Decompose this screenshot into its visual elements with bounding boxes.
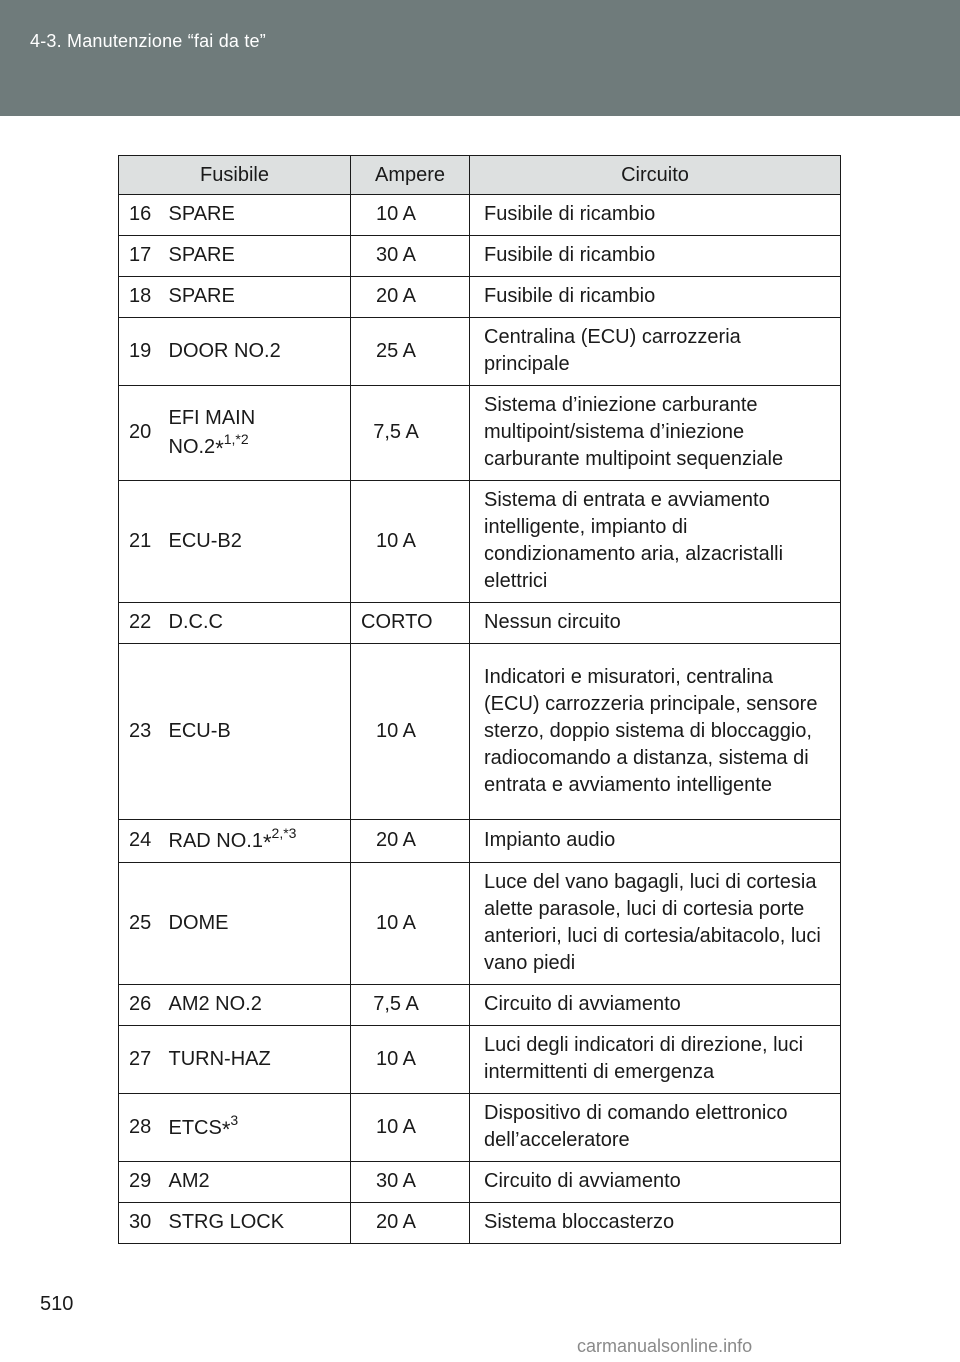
table-row xyxy=(119,603,841,644)
fuse-number: 21 xyxy=(119,481,165,603)
header-fuse: Fusibile xyxy=(119,156,351,195)
fuse-ampere: 10 A xyxy=(351,481,470,603)
footnote-marker: 2,*3 xyxy=(271,825,297,841)
fuse-name: SPARE xyxy=(165,236,351,277)
table-row xyxy=(119,195,841,236)
footnote-asterisk: * xyxy=(215,435,224,461)
fuse-ampere: 7,5 A xyxy=(351,985,470,1026)
fuse-ampere: 10 A xyxy=(351,1094,470,1162)
table-row xyxy=(119,236,841,277)
table-row xyxy=(119,1203,841,1244)
header-circuit: Circuito xyxy=(470,156,841,195)
fuse-circuit: Fusibile di ricambio xyxy=(470,236,841,277)
fuse-number: 25 xyxy=(119,863,165,985)
table-row xyxy=(119,644,841,820)
fuse-circuit: Luci degli indicatori di direzione, luci intermittenti di emergenza xyxy=(470,1026,841,1094)
fuse-circuit: Fusibile di ricambio xyxy=(470,195,841,236)
fuse-circuit: Dispositivo di comando elettronico dell’acceleratore xyxy=(470,1094,841,1162)
fuse-name: D.C.C xyxy=(165,603,351,644)
fuse-number: 28 xyxy=(119,1094,165,1162)
fuse-ampere: 25 A xyxy=(351,318,470,386)
table-row xyxy=(119,318,841,386)
fuse-name-cell xyxy=(165,820,351,863)
fuse-circuit: Impianto audio xyxy=(470,820,841,863)
fuse-number: 27 xyxy=(119,1026,165,1094)
fuse-circuit: Nessun circuito xyxy=(470,603,841,644)
fuse-ampere: 30 A xyxy=(351,236,470,277)
fuse-name: AM2 xyxy=(165,1162,351,1203)
fuse-ampere: 20 A xyxy=(351,820,470,863)
fuse-ampere: 10 A xyxy=(351,863,470,985)
table-row xyxy=(119,1026,841,1094)
table-row xyxy=(119,863,841,985)
fuse-table xyxy=(118,155,841,1244)
footnote-asterisk: * xyxy=(262,830,272,855)
fuse-name: DOOR NO.2 xyxy=(165,318,351,386)
fuse-name-cell xyxy=(165,1094,351,1162)
fuse-name: ECU-B xyxy=(165,644,351,820)
footnote-marker: 3 xyxy=(230,1111,239,1128)
fuse-name: TURN-HAZ xyxy=(165,1026,351,1094)
page-number: 510 xyxy=(40,1293,74,1315)
footnote-asterisk: * xyxy=(221,1116,231,1142)
fuse-name: SPARE xyxy=(165,195,351,236)
watermark: carmanualsonline.info xyxy=(577,1336,753,1356)
header-ampere: Ampere xyxy=(351,156,470,195)
table-header-row xyxy=(119,156,841,195)
fuse-number: 29 xyxy=(119,1162,165,1203)
fuse-number: 20 xyxy=(119,386,165,481)
table-row xyxy=(119,386,841,481)
table-row xyxy=(119,1162,841,1203)
fuse-number: 19 xyxy=(119,318,165,386)
fuse-name: ETCS xyxy=(168,1116,222,1139)
fuse-name: STRG LOCK xyxy=(165,1203,351,1244)
fuse-number: 24 xyxy=(119,820,165,863)
table-row xyxy=(119,985,841,1026)
fuse-ampere: 10 A xyxy=(351,195,470,236)
footnote-marker: 1,*2 xyxy=(223,430,249,447)
fuse-number: 17 xyxy=(119,236,165,277)
fuse-number: 23 xyxy=(119,644,165,820)
fuse-name: EFI MAIN NO.2 xyxy=(168,406,256,458)
fuse-ampere: CORTO xyxy=(351,603,470,644)
table-row xyxy=(119,1094,841,1162)
fuse-name: AM2 NO.2 xyxy=(165,985,351,1026)
fuse-circuit: Fusibile di ricambio xyxy=(470,277,841,318)
fuse-circuit: Centralina (ECU) carrozzeria principale xyxy=(470,318,841,386)
fuse-circuit: Sistema di entrata e avviamento intelligente, impianto di condizionamento aria, alzacristalli elettrici xyxy=(470,481,841,603)
fuse-name: DOME xyxy=(165,863,351,985)
fuse-number: 30 xyxy=(119,1203,165,1244)
section-title: 4-3. Manutenzione “fai da te” xyxy=(30,31,266,51)
fuse-ampere: 7,5 A xyxy=(351,386,470,481)
fuse-circuit: Circuito di avviamento xyxy=(470,985,841,1026)
fuse-number: 18 xyxy=(119,277,165,318)
table-row xyxy=(119,277,841,318)
fuse-name: SPARE xyxy=(165,277,351,318)
fuse-name-cell xyxy=(165,386,351,481)
page-header xyxy=(0,0,960,116)
fuse-circuit: Indicatori e misuratori, centralina (ECU) carrozzeria principale, sensore sterzo, doppio sistema di bloccaggio, radiocomando a distanza, sistema di entrata e avviamento intelligente xyxy=(470,644,841,820)
fuse-number: 16 xyxy=(119,195,165,236)
fuse-circuit: Circuito di avviamento xyxy=(470,1162,841,1203)
fuse-name: ECU-B2 xyxy=(165,481,351,603)
fuse-name: RAD NO.1 xyxy=(168,830,263,852)
table-row xyxy=(119,820,841,863)
fuse-number: 22 xyxy=(119,603,165,644)
fuse-ampere: 20 A xyxy=(351,1203,470,1244)
fuse-circuit: Sistema bloccasterzo xyxy=(470,1203,841,1244)
fuse-ampere: 20 A xyxy=(351,277,470,318)
fuse-ampere: 10 A xyxy=(351,1026,470,1094)
table-row xyxy=(119,481,841,603)
fuse-ampere: 30 A xyxy=(351,1162,470,1203)
fuse-circuit: Luce del vano bagagli, luci di cortesia alette parasole, luci di cortesia porte anteriori, luci di cortesia/abitacolo, luci vano piedi xyxy=(470,863,841,985)
fuse-ampere: 10 A xyxy=(351,644,470,820)
fuse-circuit: Sistema d’iniezione carburante multipoint/sistema d’iniezione carburante multipoint sequenziale xyxy=(470,386,841,481)
fuse-number: 26 xyxy=(119,985,165,1026)
